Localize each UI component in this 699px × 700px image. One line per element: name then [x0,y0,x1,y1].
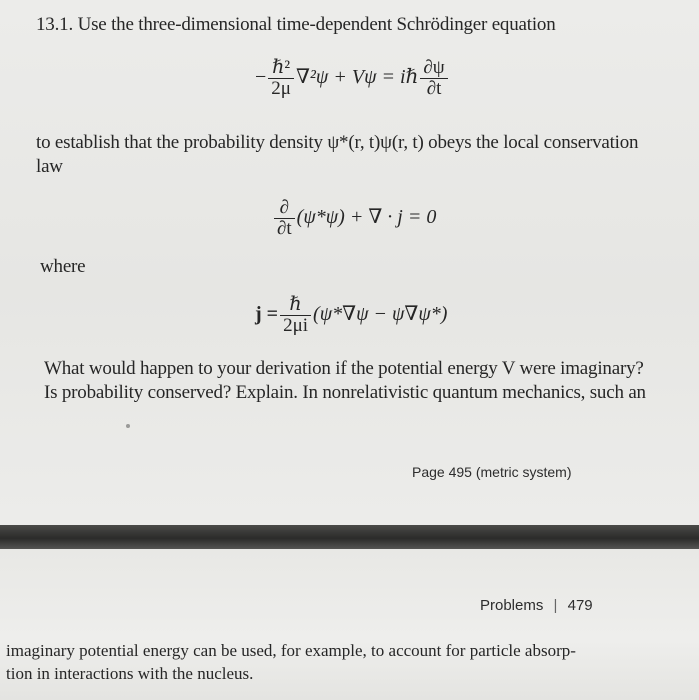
eq3-frac-denominator: 2μi [280,315,311,336]
eq1-fraction-hbar-over-2mu [268,58,294,99]
running-header-separator: | [553,597,558,614]
eq3-fraction-hbar-over-2mui [280,295,311,336]
eq1-frac2-numerator: ∂ψ [423,57,445,78]
eq1-frac1-denominator: 2μ [268,78,294,99]
eq2-fraction-partial-t [274,198,295,239]
problem-statement-line-3: law [36,156,63,177]
problem-number: 13.1. [36,14,74,35]
eq2-frac-numerator: ∂ [279,197,290,218]
question-line-2: Is probability conserved? Explain. In nonrelativistic quantum mechanics, such an [44,382,646,403]
schrodinger-equation [255,58,450,99]
eq2-rest: (ψ*ψ) + ∇ · j = 0 [296,206,437,229]
problem-statement-line-1: Use the three-dimensional time-dependent Schrödinger equation [77,14,556,35]
eq2-frac-denominator: ∂t [274,218,295,239]
eq1-minus-sign: − [255,66,267,89]
eq3-frac-numerator: ℏ [289,294,302,315]
problem-statement-line-2: to establish that the probability density ψ*(r, t)ψ(r, t) obeys the local conservation [36,132,639,153]
conservation-law-equation [272,198,436,239]
probability-current-equation [255,295,447,336]
eq1-frac2-denominator: ∂t [420,78,447,99]
page-note: Page 495 (metric system) [412,464,572,480]
eq3-rest: (ψ*∇ψ − ψ∇ψ*) [313,303,448,326]
eq1-fraction-dpsi-dt [420,58,447,99]
problem-heading [36,14,556,36]
question-line-1: What would happen to your derivation if the potential energy V were imaginary? [44,358,644,379]
eq1-middle-terms: ∇²ψ + Vψ = iℏ [295,66,419,89]
eq3-lhs: j = [255,303,279,326]
running-header-section: Problems [480,597,544,614]
paper-speck [126,424,130,428]
eq1-frac1-numerator: ℏ² [272,57,291,78]
continuation-line-1: imaginary potential energy can be used, for example, to account for particle absorp- [6,641,576,660]
running-header-page-number: 479 [567,597,593,614]
continuation-line-2: tion in interactions with the nucleus. [6,664,254,683]
running-header [480,597,593,614]
page-fold-shadow [0,525,699,549]
where-label: where [40,256,86,277]
